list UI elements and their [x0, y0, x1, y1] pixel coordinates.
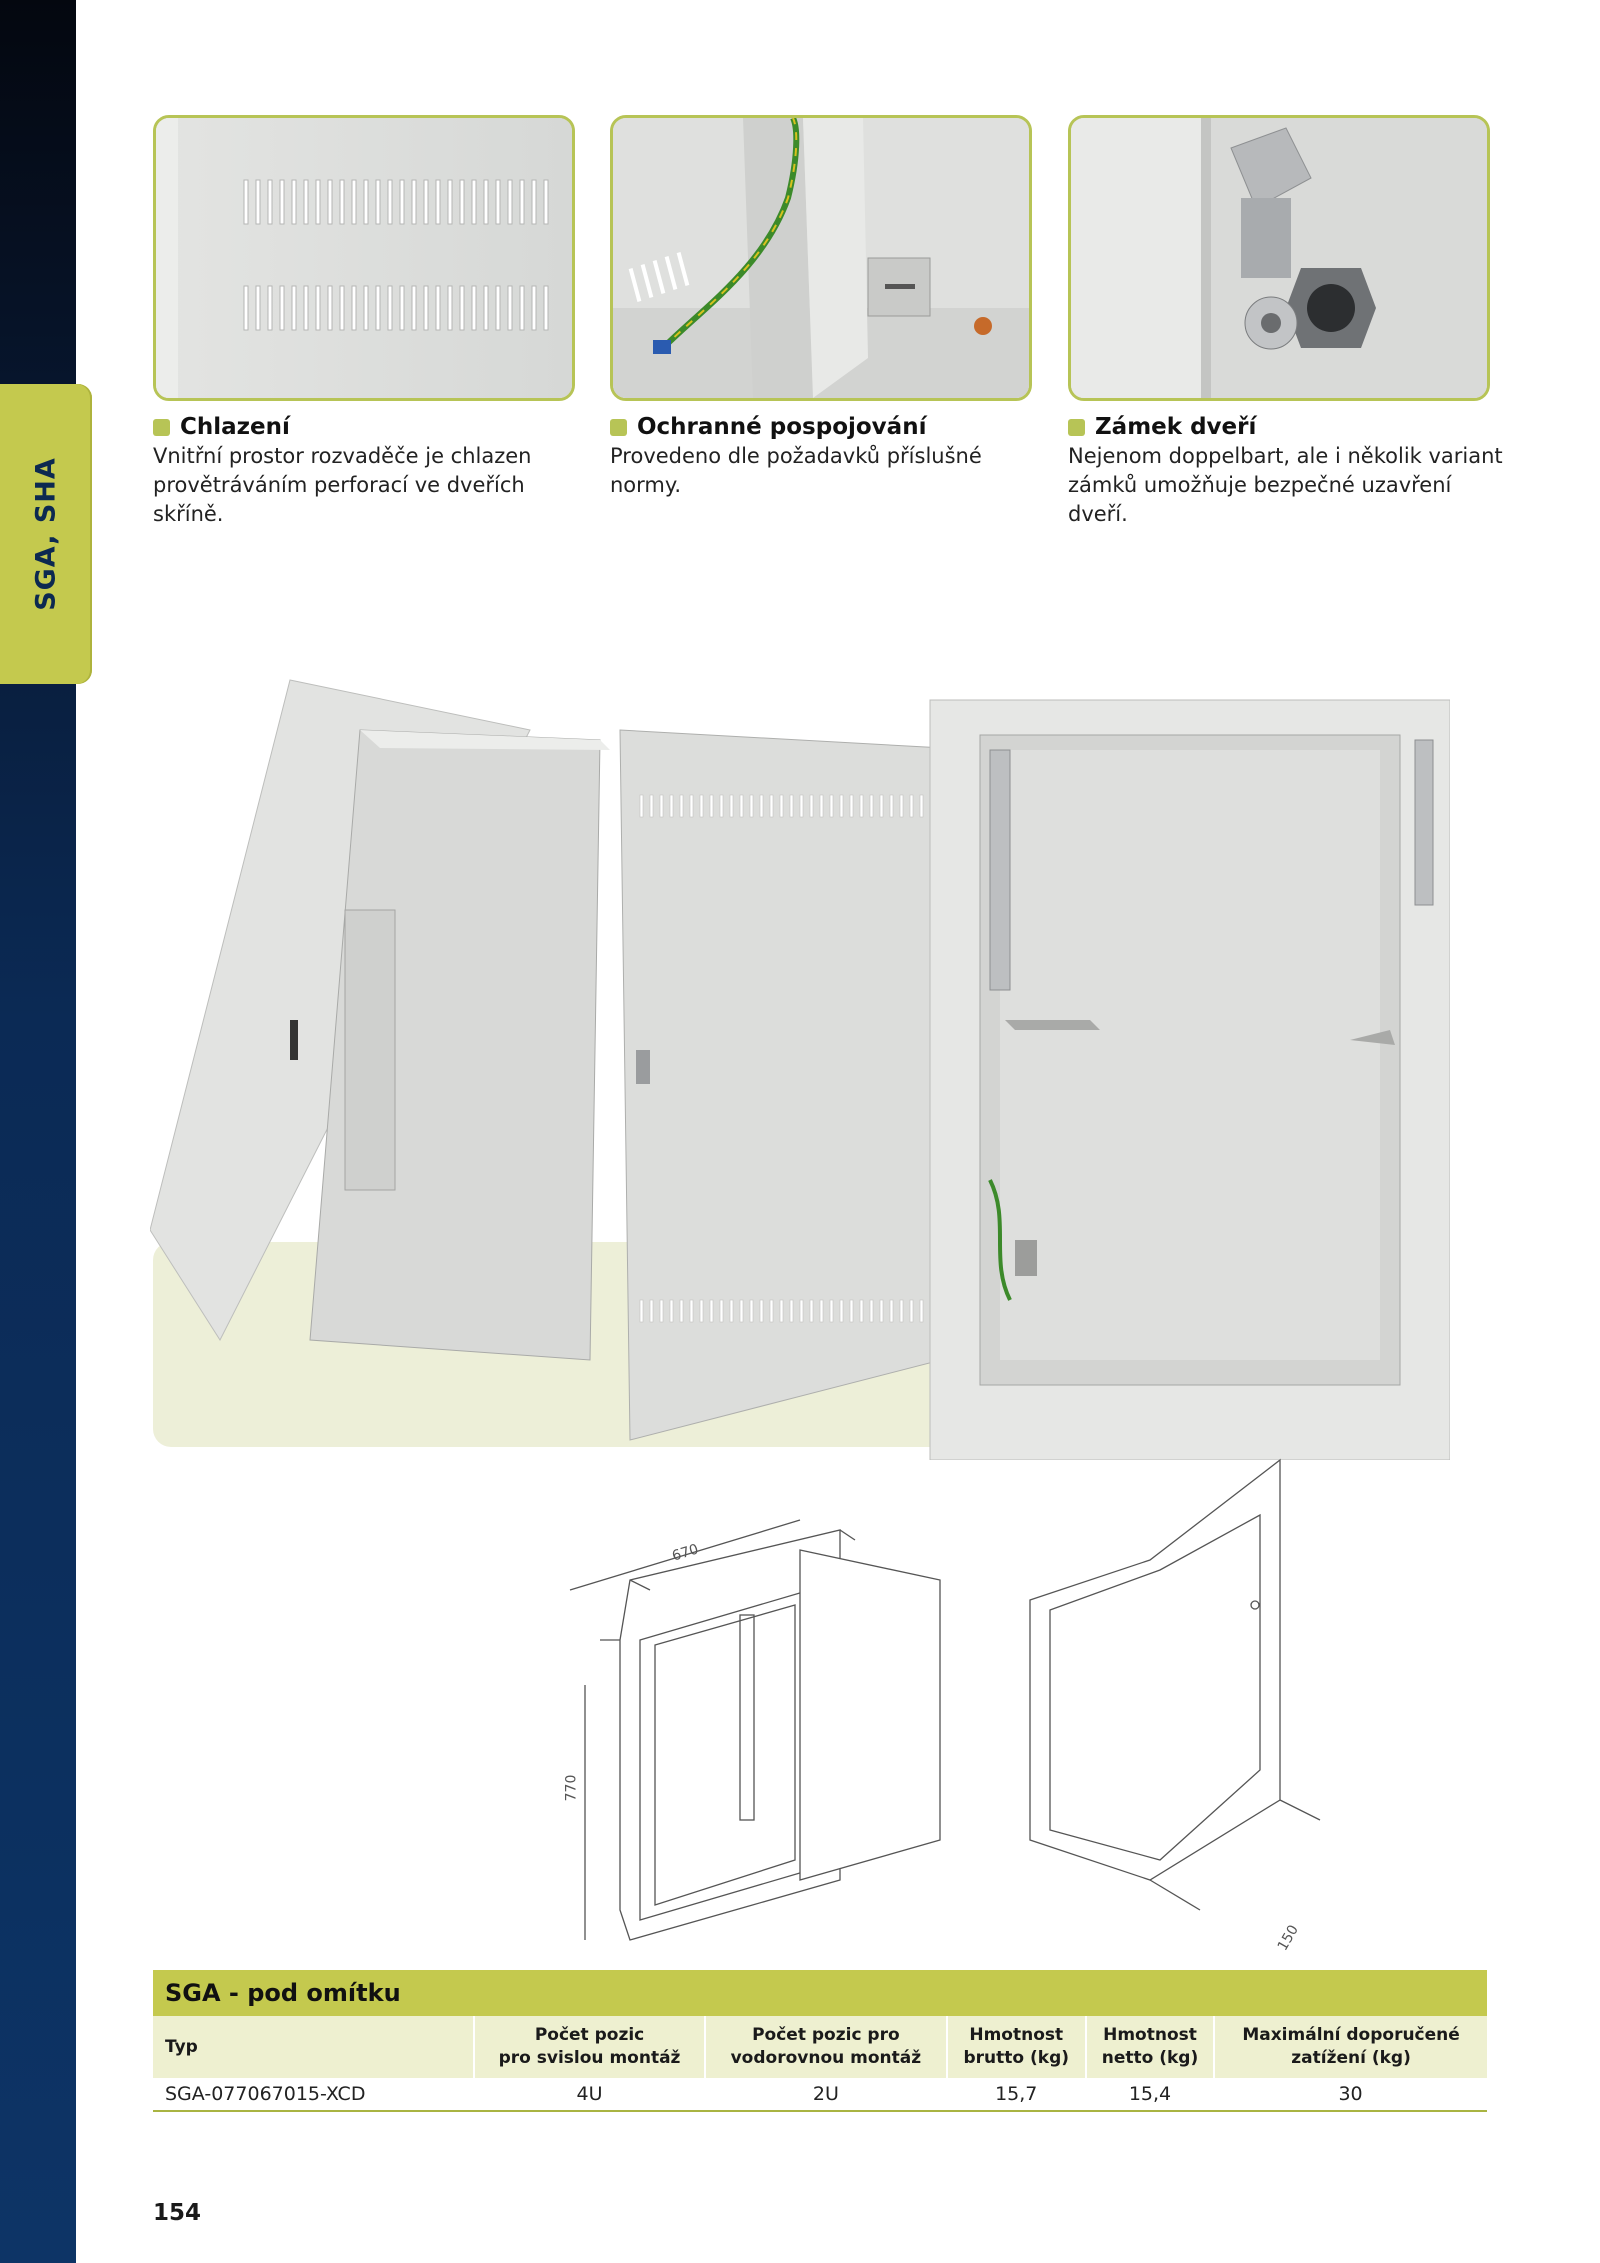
page-number: 154	[153, 2200, 202, 2226]
header-max-load: Maximální doporučené zatížení (kg)	[1214, 2016, 1487, 2078]
header-vertical-positions: Počet pozic pro svislou montáž	[474, 2016, 705, 2078]
cell-horizontal-positions: 2U	[705, 2078, 947, 2111]
table-row	[153, 2078, 1487, 2111]
feature-cooling	[153, 414, 593, 529]
grounding-wire-photo	[610, 115, 1032, 401]
section-tab-label: SGA, SHA	[30, 457, 62, 611]
dim-height-label: 770	[563, 1774, 580, 1802]
bullet-square-icon	[153, 419, 170, 436]
feature-cooling-text: Vnitřní prostor rozvaděče je chlazen provětráváním perforací ve dveřích skříně.	[153, 444, 532, 526]
header-horizontal-positions: Počet pozic pro vodorovnou montáž	[705, 2016, 947, 2078]
cell-weight-brutto: 15,7	[947, 2078, 1086, 2111]
cell-type: SGA-077067015-XCD	[153, 2078, 474, 2111]
cell-max-load: 30	[1214, 2078, 1487, 2111]
table-header-row	[153, 2016, 1487, 2078]
header-weight-brutto: Hmotnost brutto (kg)	[947, 2016, 1086, 2078]
dim-width-label: 670	[670, 1541, 701, 1565]
feature-grounding	[610, 414, 1050, 500]
sidebar-band	[0, 0, 76, 2263]
cabinet-product-photo	[150, 660, 1450, 1460]
spec-table-title: SGA - pod omítku	[153, 1970, 1487, 2016]
feature-lock-title: Zámek dveří	[1068, 414, 1508, 440]
spec-table-section	[153, 1970, 1487, 2112]
bullet-square-icon	[610, 419, 627, 436]
bullet-square-icon	[1068, 419, 1085, 436]
feature-lock	[1068, 414, 1508, 529]
section-tab	[0, 384, 92, 684]
cell-weight-netto: 15,4	[1086, 2078, 1214, 2111]
door-lock-photo	[1068, 115, 1490, 401]
feature-lock-text: Nejenom doppelbart, ale i několik variant zámků umožňuje bezpečné uzavření dveří.	[1068, 444, 1503, 526]
cooling-vents-photo	[153, 115, 575, 401]
technical-drawing	[560, 1440, 1340, 1960]
header-weight-netto: Hmotnost netto (kg)	[1086, 2016, 1214, 2078]
dim-depth-label: 150	[1274, 1922, 1302, 1954]
feature-grounding-text: Provedeno dle požadavků příslušné normy.	[610, 444, 982, 497]
feature-cooling-title: Chlazení	[153, 414, 593, 440]
cell-vertical-positions: 4U	[474, 2078, 705, 2111]
spec-table	[153, 2016, 1487, 2112]
header-type: Typ	[153, 2016, 474, 2078]
feature-grounding-title: Ochranné pospojování	[610, 414, 1050, 440]
